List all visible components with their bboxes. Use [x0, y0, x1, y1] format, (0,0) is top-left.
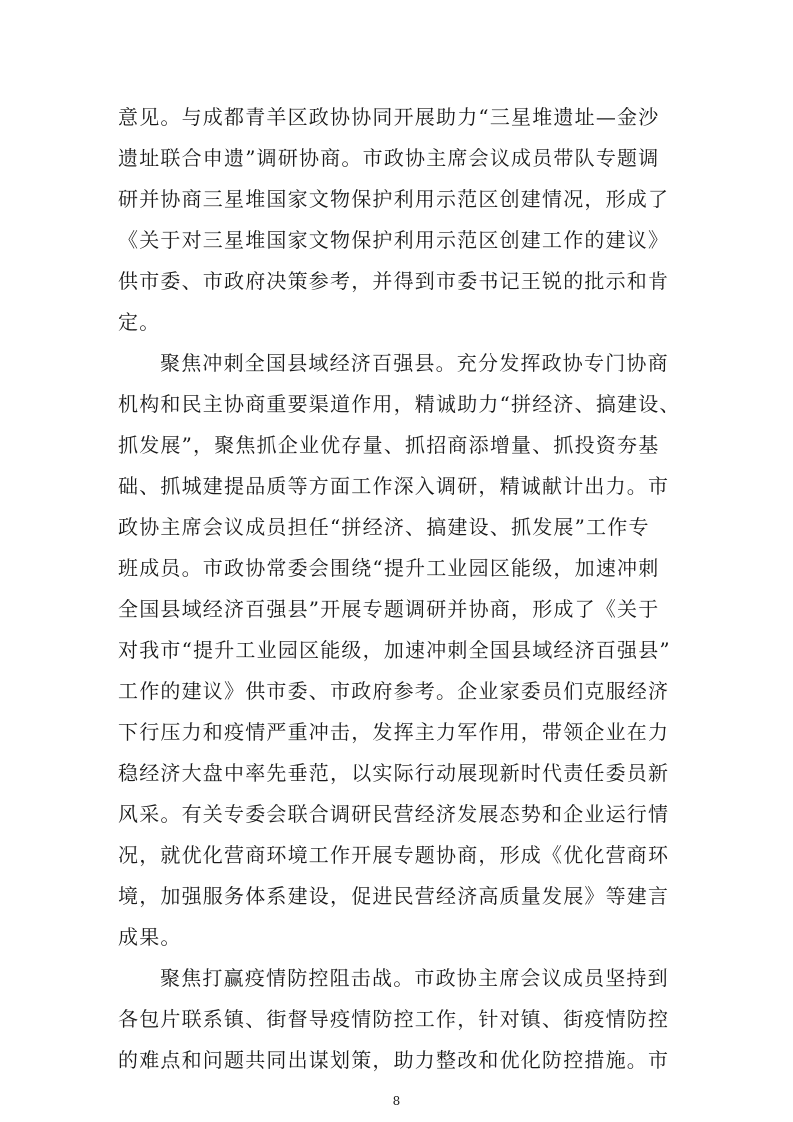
body-text-line: 政协主席会议成员担任“拼经济、搞建设、抓发展”工作专: [118, 515, 650, 539]
body-text-line: 下行压力和疫情严重冲击，发挥主力军作用，带领企业在力: [118, 720, 670, 744]
body-text-line: 境，加强服务体系建设，促进民营经济高质量发展》等建言: [118, 884, 670, 908]
body-text-line: 对我市“提升工业园区能级，加速冲刺全国县域经济百强县”: [118, 638, 671, 662]
body-text-line: 工作的建议》供市委、市政府参考。企业家委员们克服经济: [118, 679, 670, 703]
body-text-line: 础、抓城建提品质等方面工作深入调研，精诚献计出力。市: [118, 474, 670, 498]
body-text-line: 意见。与成都青羊区政协协同开展助力“三星堆遗址—金沙: [118, 105, 660, 129]
body-text-line: 全国县域经济百强县”开展专题调研并协商，形成了《关于: [118, 597, 660, 621]
body-text-line: 抓发展”，聚焦抓企业优存量、抓招商添增量、抓投资夯基: [118, 433, 660, 457]
body-text-line: 机构和民主协商重要渠道作用，精诚助力“拼经济、搞建设、: [118, 392, 681, 416]
paragraph-first-line: 聚焦冲刺全国县域经济百强县。充分发挥政协专门协商: [160, 351, 669, 375]
body-text-line: 稳经济大盘中率先垂范，以实际行动展现新时代责任委员新: [118, 761, 670, 785]
body-text-line: 的难点和问题共同出谋划策，助力整改和优化防控措施。市: [118, 1048, 670, 1072]
body-text-line: 各包片联系镇、街督导疫情防控工作，针对镇、街疫情防控: [118, 1007, 670, 1031]
body-text-line: 研并协商三星堆国家文物保护利用示范区创建情况，形成了: [118, 187, 670, 211]
body-text-line: 况，就优化营商环境工作开展专题协商，形成《优化营商环: [118, 843, 670, 867]
body-text-line: 风采。有关专委会联合调研民营经济发展态势和企业运行情: [118, 802, 670, 826]
body-text-line: 定。: [118, 310, 161, 334]
paragraph-first-line: 聚焦打赢疫情防控阻击战。市政协主席会议成员坚持到: [160, 966, 669, 990]
body-text-line: 班成员。市政协常委会围绕“提升工业园区能级，加速冲刺: [118, 556, 660, 580]
page-number: 8: [392, 1094, 401, 1108]
body-text-line: 成果。: [118, 925, 182, 949]
body-text-line: 《关于对三星堆国家文物保护利用示范区创建工作的建议》: [118, 228, 670, 252]
body-text-line: 遗址联合申遗”调研协商。市政协主席会议成员带队专题调: [118, 146, 660, 170]
body-text-line: 供市委、市政府决策参考，并得到市委书记王锐的批示和肯: [118, 269, 670, 293]
